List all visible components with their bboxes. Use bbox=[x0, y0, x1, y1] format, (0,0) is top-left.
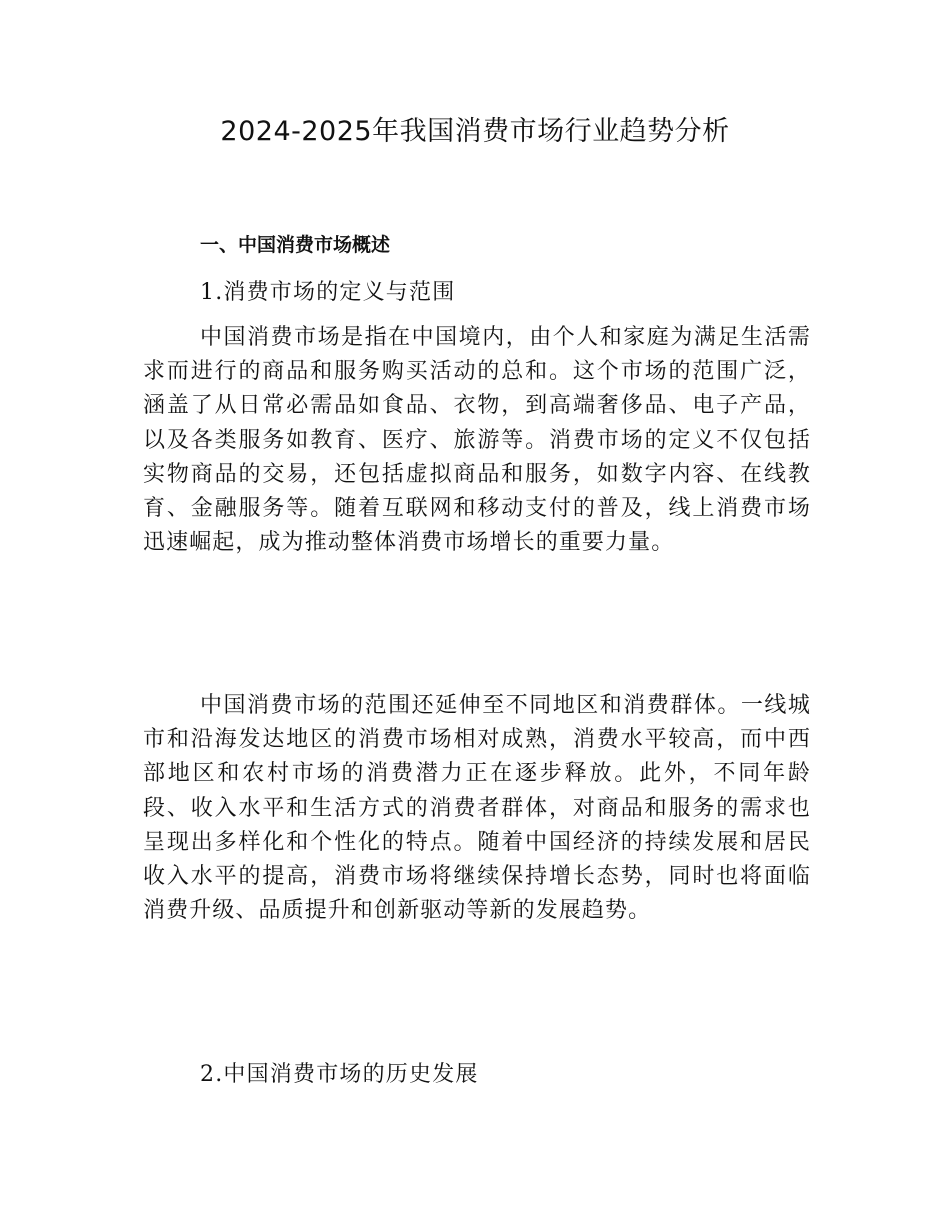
subheading-definition-scope: 1.消费市场的定义与范围 bbox=[200, 280, 456, 305]
document-title: 2024-2025年我国消费市场行业趋势分析 bbox=[220, 116, 730, 147]
section-heading-overview: 一、中国消费市场概述 bbox=[200, 234, 391, 256]
subheading-history: 2.中国消费市场的历史发展 bbox=[200, 1062, 479, 1087]
paragraph-scope: 中国消费市场的范围还延伸至不同地区和消费群体。一线城市和沿海发达地区的消费市场相对成熟，消费水平较高，而中西部地区和农村市场的消费潜力正在逐步释放。此外，不同年龄段、收入水平和生活方式的消费者群体，对商品和服务的需求也呈现出多样化和个性化的特点。随着中国经济的持续发展和居民收入水平的提高，消费市场将继续保持增长态势，同时也将面临消费升级、品质提升和创新驱动等新的发展趋势。 bbox=[143, 693, 811, 924]
paragraph-definition: 中国消费市场是指在中国境内，由个人和家庭为满足生活需求而进行的商品和服务购买活动的总和。这个市场的范围广泛，涵盖了从日常必需品如食品、衣物，到高端奢侈品、电子产品，以及各类服务如教育、医疗、旅游等。消费市场的定义不仅包括实物商品的交易，还包括虚拟商品和服务，如数字内容、在线教育、金融服务等。随着互联网和移动支付的普及，线上消费市场迅速崛起，成为推动整体消费市场增长的重要力量。 bbox=[143, 325, 811, 556]
